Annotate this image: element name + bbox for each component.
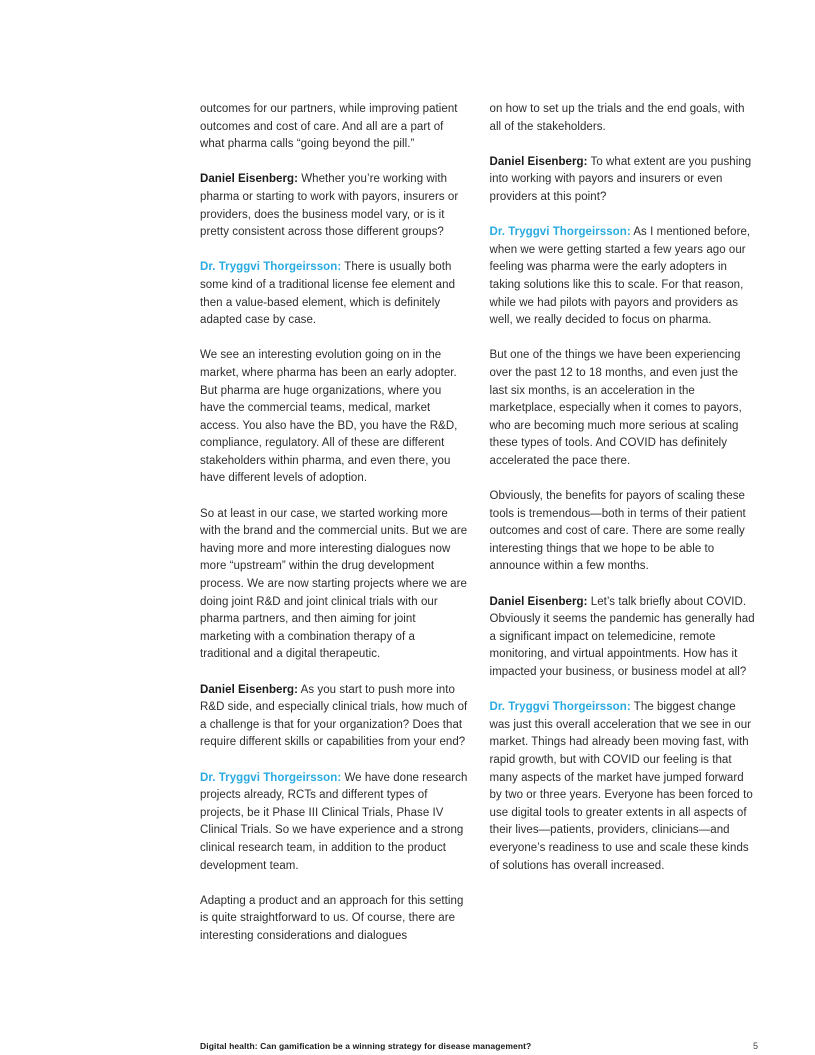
left-column (200, 101, 469, 946)
paragraph-text: The biggest change was just this overall acceleration that we see in our market. Things had already been moving fast, with rapid growth, but with COVID our feeling is that many aspects of the market have jumped forward by two or three years. Everyone has been forced to use digital tools to greater extents in all aspects of their lives—patients, providers, clinicians—and everyone’s readiness to use and scale these kinds of solutions has overall increased. (489, 701, 753, 872)
speaker-daniel-eisenberg: Daniel Eisenberg: (489, 155, 588, 168)
paragraph (200, 893, 469, 946)
paragraph (490, 154, 759, 207)
paragraph-text: Whether you’re working with pharma or starting to work with payors, insurers or providers, does the business model vary, or is it pretty consistent across those different groups? (200, 173, 459, 239)
paragraph (200, 506, 469, 664)
paragraph-text: Adapting a product and an approach for this setting is quite straightforward to us. Of course, there are interesting considerations and dialogues (200, 894, 464, 942)
footer-title: Digital health: Can gamification be a winning strategy for disease management? (200, 1041, 532, 1051)
speaker-tryggvi-thorgeirsson: Dr. Tryggvi Thorgeirsson: (200, 261, 342, 274)
paragraph (200, 171, 469, 241)
speaker-daniel-eisenberg: Daniel Eisenberg: (200, 683, 298, 696)
paragraph (490, 101, 759, 136)
paragraph-text: We have done research projects already, RCTs and different types of projects, be it Phase III Clinical Trials, Phase IV Clinical Trials. So we have experience and a strong clinical research team, in addition to the product development team. (200, 771, 468, 872)
paragraph-text: As I mentioned before, when we were getting started a few years ago our feeling was pharma were the early adopters in taking solutions like this to scale. For that reason, while we had pilots with payors and providers as well, we really decided to focus on pharma. (489, 226, 751, 327)
paragraph-text: So at least in our case, we started working more with the brand and the commercial units. But we are having more and more interesting dialogues now more “upstream” within the drug development process. We are now starting projects where we are doing joint R&D and joint clinical trials with our pharma partners, and then aiming for joint marketing with a combination therapy of a traditional and a digital therapeutic. (200, 507, 468, 661)
paragraph (490, 699, 759, 875)
speaker-tryggvi-thorgeirsson: Dr. Tryggvi Thorgeirsson: (489, 226, 631, 239)
speaker-tryggvi-thorgeirsson: Dr. Tryggvi Thorgeirsson: (200, 771, 342, 784)
paragraph (200, 101, 469, 154)
page-number: 5 (752, 1041, 758, 1051)
paragraph-text: on how to set up the trials and the end goals, with all of the stakeholders. (489, 103, 745, 133)
paragraph (200, 259, 469, 329)
paragraph (490, 594, 759, 682)
paragraph-text: As you start to push more into R&D side, and especially clinical trials, how much of a challenge is that for your organization? Does that require different skills or capabilities from your end? (200, 683, 468, 749)
right-column (490, 101, 759, 946)
page-footer (200, 1041, 758, 1051)
paragraph-text: outcomes for our partners, while improving patient outcomes and cost of care. And all are a part of what pharma calls “going beyond the pill.” (200, 103, 458, 151)
paragraph-text: To what extent are you pushing into working with payors and insurers or even providers at this point? (489, 155, 752, 203)
paragraph (200, 682, 469, 752)
article-body (200, 101, 758, 946)
paragraph (200, 347, 469, 488)
paragraph-text: Let’s talk briefly about COVID. Obviously it seems the pandemic has generally had a significant impact on telemedicine, remote monitoring, and virtual appointments. How has it impacted your business, or business model at all? (489, 595, 755, 678)
paragraph (490, 224, 759, 330)
paragraph-text: Obviously, the benefits for payors of scaling these tools is tremendous—both in terms of their patient outcomes and cost of care. There are some really interesting things that we hope to be able to announce within a few months. (489, 490, 746, 573)
paragraph-text: We see an interesting evolution going on in the market, where pharma has been an early adopter. But pharma are huge organizations, where you have the commercial teams, medical, market access. You also have the BD, you have the R&D, compliance, regulatory. All of these are different stakeholders within pharma, and even there, you have different levels of adoption. (200, 349, 458, 485)
speaker-daniel-eisenberg: Daniel Eisenberg: (489, 595, 588, 608)
paragraph (490, 347, 759, 470)
paragraph (490, 488, 759, 576)
paragraph-text: There is usually both some kind of a traditional license fee element and then a value-based element, which is definitely adapted case by case. (200, 261, 456, 327)
speaker-tryggvi-thorgeirsson: Dr. Tryggvi Thorgeirsson: (489, 701, 631, 714)
paragraph (200, 770, 469, 876)
paragraph-text: But one of the things we have been experiencing over the past 12 to 18 months, and even just the last six months, is an acceleration in the marketplace, especially when it comes to payors, who are becoming much more serious at scaling these types of tools. And COVID has definitely accelerated the pace there. (489, 349, 742, 467)
speaker-daniel-eisenberg: Daniel Eisenberg: (200, 173, 298, 186)
